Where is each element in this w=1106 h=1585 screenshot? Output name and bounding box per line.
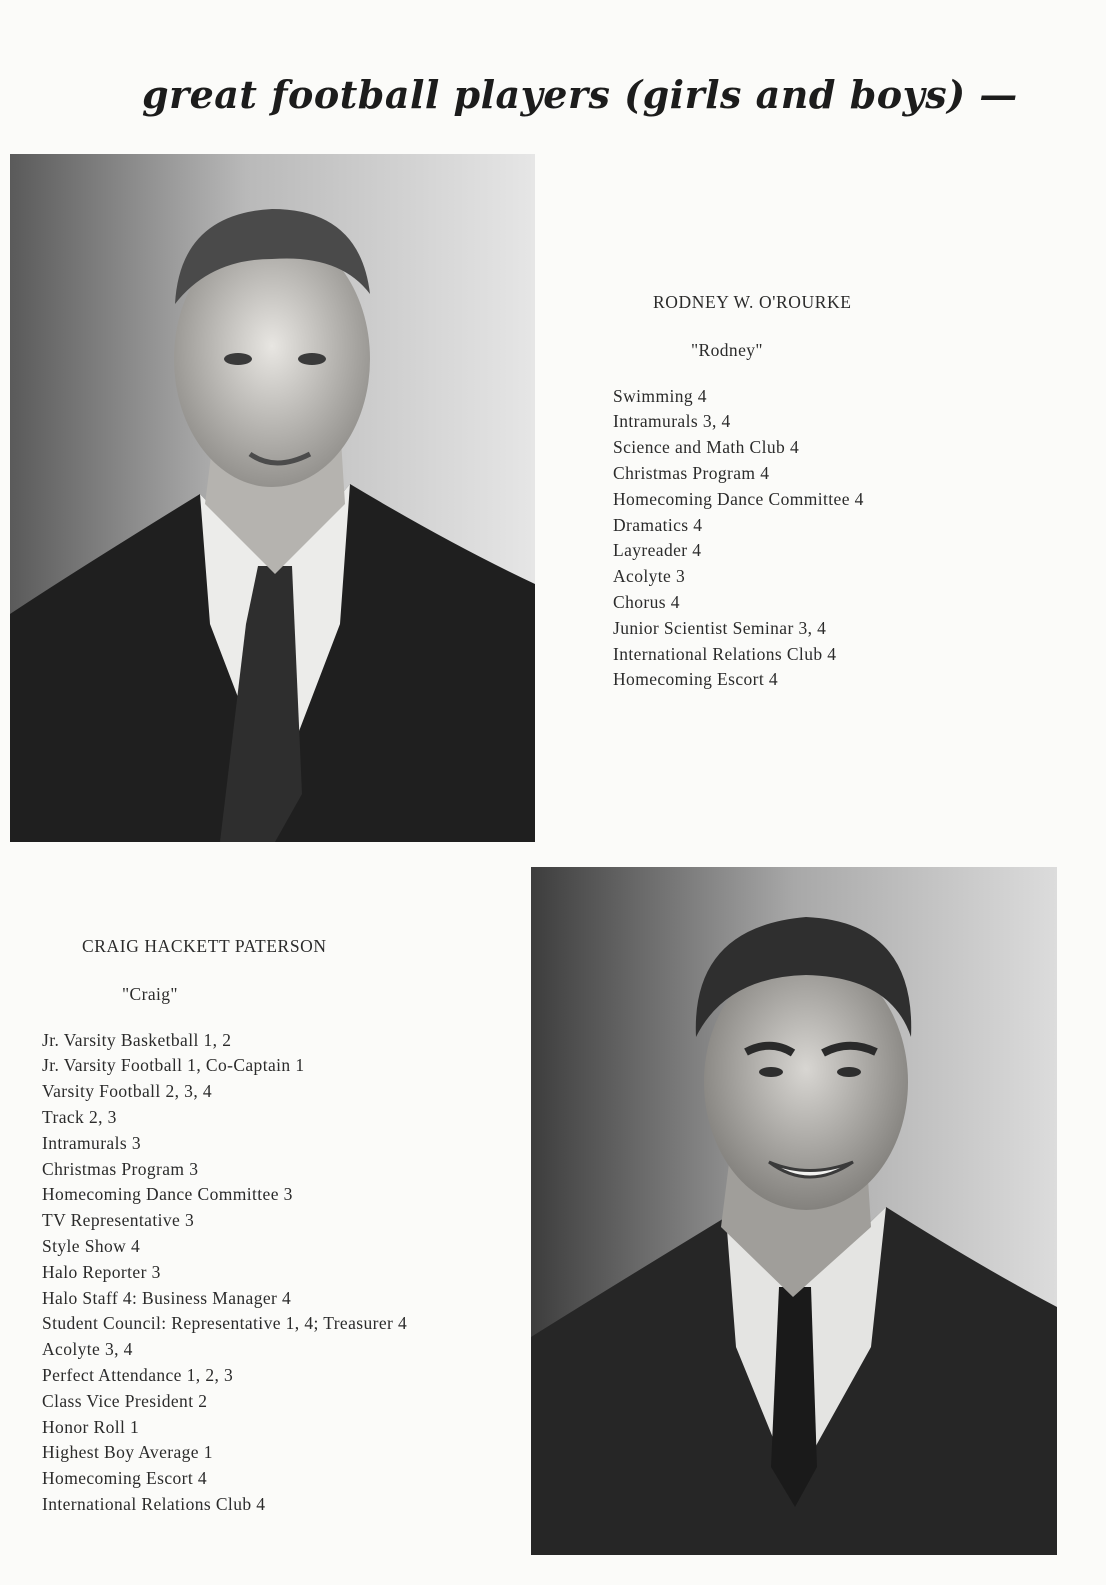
activity-item: Intramurals 3, 4 [613, 411, 731, 432]
activity-item: Homecoming Dance Committee 4 [613, 488, 864, 509]
activity-item: Student Council: Representative 1, 4; Treasurer 4 [42, 1313, 408, 1334]
activity-item: Halo Staff 4: Business Manager 4 [42, 1287, 292, 1308]
activity-item: International Relations Club 4 [613, 643, 837, 664]
activity-item: Halo Reporter 3 [42, 1261, 161, 1282]
activity-item: Intramurals 3 [42, 1132, 141, 1153]
activity-item: Perfect Attendance 1, 2, 3 [42, 1364, 234, 1385]
activity-item: Homecoming Dance Committee 3 [42, 1184, 293, 1205]
activity-item: Acolyte 3 [613, 566, 686, 587]
activity-item: Class Vice President 2 [42, 1390, 208, 1411]
activity-item: International Relations Club 4 [42, 1493, 266, 1514]
activity-item: Chorus 4 [613, 591, 680, 612]
activity-item: Christmas Program 4 [613, 462, 770, 483]
activity-item: Style Show 4 [42, 1235, 141, 1256]
activity-list [613, 384, 1053, 694]
senior-entry-rodney [613, 290, 1053, 693]
page-heading: great football players (girls and boys) — [142, 72, 1018, 117]
activity-item: Science and Math Club 4 [613, 437, 800, 458]
activity-item: Homecoming Escort 4 [42, 1468, 208, 1489]
activity-item: Honor Roll 1 [42, 1416, 140, 1437]
portrait-photo-craig [531, 867, 1057, 1555]
activity-item: Swimming 4 [613, 385, 707, 406]
activity-list [42, 1028, 522, 1518]
senior-name: CRAIG HACKETT PATERSON [82, 936, 327, 956]
activity-item: Varsity Football 2, 3, 4 [42, 1081, 213, 1102]
portrait-photo-rodney [10, 154, 535, 842]
activity-item: Highest Boy Average 1 [42, 1442, 213, 1463]
activity-item: Acolyte 3, 4 [42, 1339, 133, 1360]
activity-item: Layreader 4 [613, 540, 702, 561]
activity-item: Dramatics 4 [613, 514, 703, 535]
senior-nickname: "Craig" [122, 983, 178, 1004]
activity-item: TV Representative 3 [42, 1210, 195, 1231]
senior-name: RODNEY W. O'ROURKE [653, 292, 852, 312]
activity-item: Homecoming Escort 4 [613, 669, 779, 690]
activity-item: Jr. Varsity Basketball 1, 2 [42, 1029, 232, 1050]
activity-item: Christmas Program 3 [42, 1158, 199, 1179]
senior-nickname: "Rodney" [691, 339, 763, 360]
activity-item: Junior Scientist Seminar 3, 4 [613, 617, 827, 638]
activity-item: Jr. Varsity Football 1, Co-Captain 1 [42, 1055, 305, 1076]
activity-item: Track 2, 3 [42, 1106, 117, 1127]
senior-entry-craig [42, 934, 522, 1518]
